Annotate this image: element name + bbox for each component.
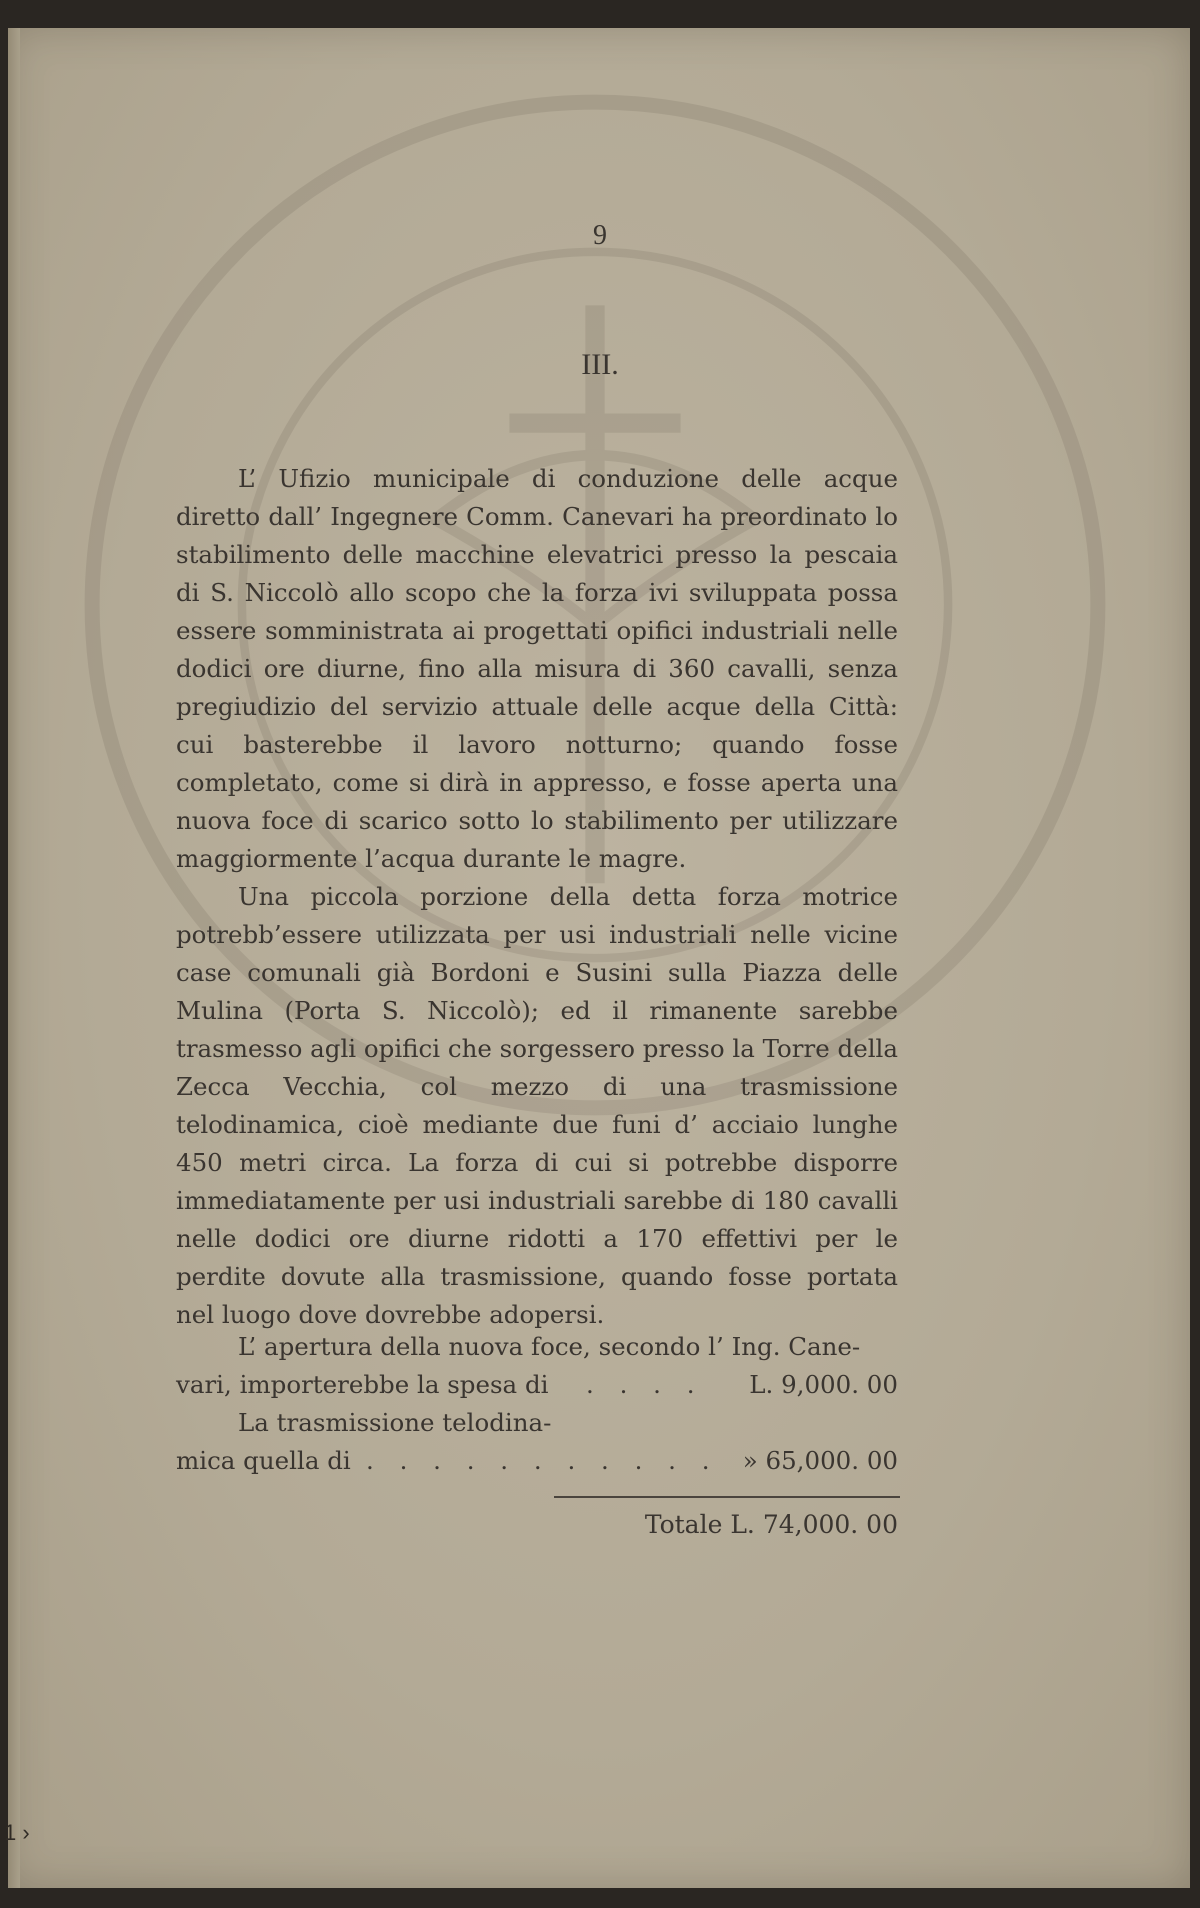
leader-dots: . . . . (586, 1370, 704, 1399)
cost-amount: » 65,000. 00 (742, 1446, 898, 1475)
paragraph-2: Una piccola porzione della detta forza motrice potrebb’essere utilizzata per usi industriali nelle vicine case comunali già Bordoni e Susini sulla Piazza delle Mulina (Porta S. Niccolò); ed il rimanente sarebbe trasmesso agli opifici che sorgessero presso la Torre della Zecca Vecchia, col mezzo di una trasmissione telodinamica, cioè mediante due funi d’ acciaio lunghe 450 metri circa. La forza di cui si potrebbe disporre immediatamente per usi industriali sarebbe di 180 cavalli nelle dodici ore diurne ridotti a 170 effettivi per le perdite dovute alla trasmissione, quando fosse portata nel luogo dove dovrebbe adopersi. (176, 882, 898, 1329)
section-title: III. (581, 348, 619, 381)
page-binding-edge (8, 28, 20, 1888)
cost-row-trasmissione-line2 (176, 1442, 898, 1480)
total-rule (554, 1496, 900, 1498)
cost-total: Totale L. 74,000. 00 (644, 1510, 898, 1539)
cost-label: L’ apertura della nuova foce, secondo l’ Ing. Cane- (238, 1332, 861, 1361)
cost-table (176, 1328, 898, 1480)
cost-row-foce-line2 (176, 1366, 898, 1404)
cost-row-trasmissione-line1 (176, 1404, 898, 1442)
leader-dots: . . . . . . . . . . . (366, 1446, 719, 1475)
cost-label: vari, importerebbe la spesa di (176, 1370, 549, 1399)
cost-label: La trasmissione telodina- (238, 1408, 552, 1437)
corner-mark: 1 › (4, 1820, 30, 1845)
cost-label: mica quella di (176, 1446, 351, 1475)
cost-amount: L. 9,000. 00 (749, 1370, 898, 1399)
page-number: 9 (593, 220, 607, 251)
paragraph-1: L’ Ufizio municipale di conduzione delle acque diretto dall’ Ingegnere Comm. Canevari ha preordinato lo stabilimento delle macchine elevatrici presso la pescaia di S. Niccolò allo scopo che la forza ivi sviluppata possa essere somministrata ai progettati opifici industriali nelle dodici ore diurne, fino alla misura di 360 cavalli, senza pregiudizio del servizio attuale delle acque della Città: cui basterebbe il lavoro notturno; quando fosse completato, come si dirà in appresso, e fosse aperta una nuova foce di scarico sotto lo stabilimento per utilizzare maggiormente l’acqua durante le magre. (176, 464, 898, 873)
cost-row-foce-line1 (176, 1328, 898, 1366)
body-text (176, 460, 898, 1334)
